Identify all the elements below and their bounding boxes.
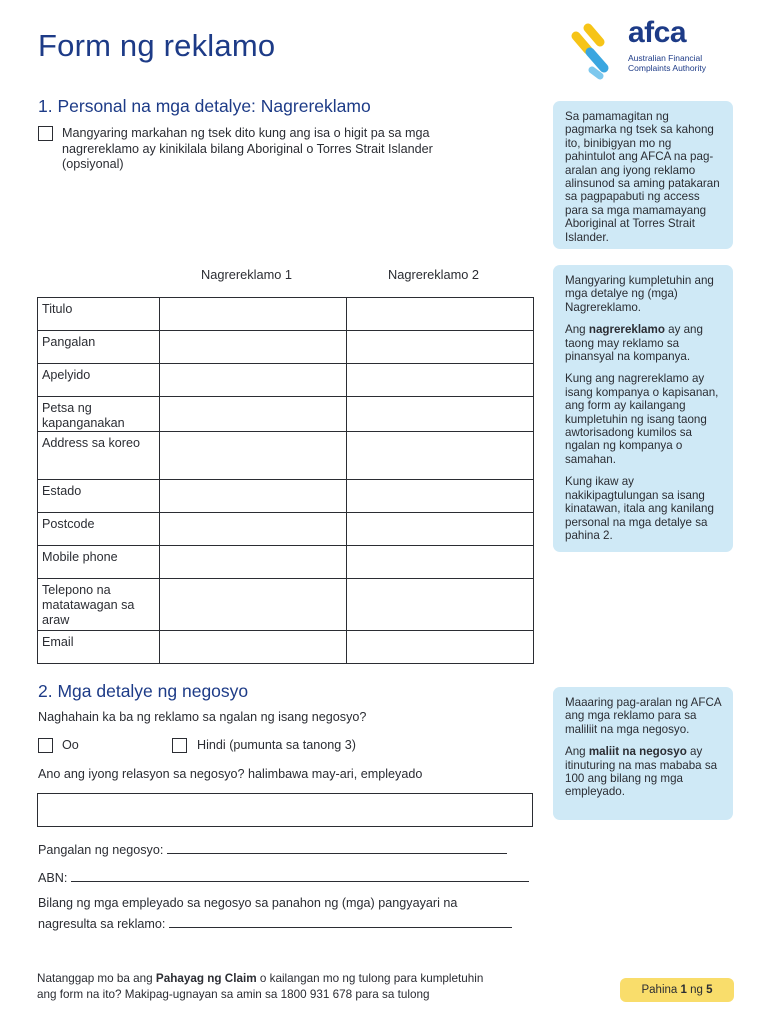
titulo-field-1[interactable] — [160, 298, 347, 331]
table-row — [38, 480, 534, 513]
titulo-field-2[interactable] — [347, 298, 534, 331]
postcode-field-1[interactable] — [160, 513, 347, 546]
page-number-badge: Pahina 1 ng 5 — [620, 978, 734, 1002]
business-no-label: Hindi (pumunta sa tanong 3) — [197, 738, 356, 752]
abn-field[interactable] — [71, 868, 529, 882]
employees-row — [38, 896, 538, 932]
postcode-field-2[interactable] — [347, 513, 534, 546]
side-note-text: Kung ikaw ay nakikipagtulungan sa isang kinatawan, itala ang kanilang personal na mga detalye sa pahina 2. — [565, 475, 714, 542]
row-label-petsa: Petsa ng kapanganakan — [38, 397, 160, 432]
row-label-estado: Estado — [38, 480, 160, 513]
petsa-field-2[interactable] — [347, 397, 534, 432]
relationship-question: Ano ang iyong relasyon sa negosyo? halimbawa may-ari, empleyado — [38, 767, 423, 781]
column-header-complainant-1: Nagrereklamo 1 — [201, 267, 293, 282]
business-question: Naghahain ka ba ng reklamo sa ngalan ng isang negosyo? — [38, 710, 367, 724]
table-row — [38, 579, 534, 631]
afca-logo — [570, 16, 730, 80]
abn-label: ABN: — [38, 871, 68, 885]
table-row — [38, 364, 534, 397]
aboriginal-checkbox[interactable] — [38, 126, 53, 141]
column-header-complainant-2: Nagrereklamo 2 — [388, 267, 480, 282]
row-label-address: Address sa koreo — [38, 432, 160, 480]
side-note-business — [553, 687, 733, 820]
row-label-apelyido: Apelyido — [38, 364, 160, 397]
side-note-complainant — [553, 265, 733, 552]
side-note-aboriginal — [553, 101, 733, 249]
business-no-checkbox[interactable] — [172, 738, 187, 753]
table-row — [38, 298, 534, 331]
employees-field[interactable] — [169, 914, 512, 928]
row-label-telepono: Telepono na matatawagan sa araw — [38, 579, 160, 631]
table-row — [38, 397, 534, 432]
table-row — [38, 513, 534, 546]
relationship-input[interactable] — [37, 793, 533, 827]
side-note-text: Kung ang nagrereklamo ay isang kompanya o kapisanan, ang form ay kailangang kumpletuhin ng isang taong awtorisadong kumilos sa ngalan ng kompanya o samahan. — [565, 372, 719, 466]
row-label-pangalan: Pangalan — [38, 331, 160, 364]
footer-line-2: ang form na ito? Makipag-ugnayan sa amin sa 1800 931 678 para sa tulong — [37, 987, 430, 1001]
telepono-field-2[interactable] — [347, 579, 534, 631]
email-field-2[interactable] — [347, 631, 534, 664]
row-label-mobile: Mobile phone — [38, 546, 160, 579]
row-label-titulo: Titulo — [38, 298, 160, 331]
row-label-email: Email — [38, 631, 160, 664]
pangalan-field-1[interactable] — [160, 331, 347, 364]
row-label-postcode: Postcode — [38, 513, 160, 546]
section2-heading: 2. Mga detalye ng negosyo — [38, 681, 249, 701]
business-yes-label: Oo — [62, 738, 79, 752]
business-yes-checkbox[interactable] — [38, 738, 53, 753]
address-field-2[interactable] — [347, 432, 534, 480]
side-note-text: Ang maliit na negosyo ay itinuturing na mas mababa sa 100 ang bilang ng mga empleyado. — [565, 745, 718, 799]
table-row — [38, 331, 534, 364]
petsa-field-1[interactable] — [160, 397, 347, 432]
email-field-1[interactable] — [160, 631, 347, 664]
side-note-text: Mangyaring kumpletuhin ang mga detalye ng (mga) Nagrereklamo. — [565, 274, 714, 314]
afca-logo-icon — [570, 22, 628, 80]
footer-help-text — [37, 971, 537, 1002]
apelyido-field-1[interactable] — [160, 364, 347, 397]
side-note-text: Ang nagrereklamo ay ang taong may reklamo sa pinansyal na kompanya. — [565, 323, 703, 364]
estado-field-1[interactable] — [160, 480, 347, 513]
section1-heading: 1. Personal na mga detalye: Nagrereklamo — [38, 96, 371, 116]
business-name-label: Pangalan ng negosyo: — [38, 843, 164, 857]
footer-line-1: Natanggap mo ba ang Pahayag ng Claim o kailangan mo ng tulong para kumpletuhin — [37, 972, 484, 985]
page-title: Form ng reklamo — [38, 28, 276, 63]
employees-label-line1: Bilang ng mga empleyado sa negosyo sa panahon ng (mga) pangyayari na — [38, 896, 458, 910]
estado-field-2[interactable] — [347, 480, 534, 513]
business-name-row — [38, 840, 507, 859]
pangalan-field-2[interactable] — [347, 331, 534, 364]
table-row — [38, 631, 534, 664]
complainant-details-table — [37, 297, 534, 664]
business-name-field[interactable] — [167, 840, 507, 854]
mobile-field-1[interactable] — [160, 546, 347, 579]
abn-row — [38, 868, 529, 887]
mobile-field-2[interactable] — [347, 546, 534, 579]
logo-subtitle: Australian Financial Complaints Authority — [628, 53, 706, 73]
logo-wordmark: afca — [628, 16, 687, 49]
table-row — [38, 546, 534, 579]
side-note-text: Maaaring pag-aralan ng AFCA ang mga reklamo para sa maliliit na mga negosyo. — [565, 696, 721, 736]
employees-label-line2: nagresulta sa reklamo: — [38, 916, 166, 931]
table-row — [38, 432, 534, 480]
telepono-field-1[interactable] — [160, 579, 347, 631]
address-field-1[interactable] — [160, 432, 347, 480]
side-note-text: Sa pamamagitan ng pagmarka ng tsek sa kahong ito, binibigyan mo ng pahintulot ang AFCA na pag-aralan ang iyong reklamo alinsunod sa aming patakaran sa pagpapabuti ng access para sa mga mamamayang Aboriginal at Torres Strait Islander. — [565, 110, 720, 244]
aboriginal-checkbox-label: Mangyaring markahan ng tsek dito kung ang isa o higit pa sa mga nagrereklamo ay kinikilala bilang Aboriginal o Torres Strait Islander (opsiyonal) — [62, 126, 433, 171]
apelyido-field-2[interactable] — [347, 364, 534, 397]
